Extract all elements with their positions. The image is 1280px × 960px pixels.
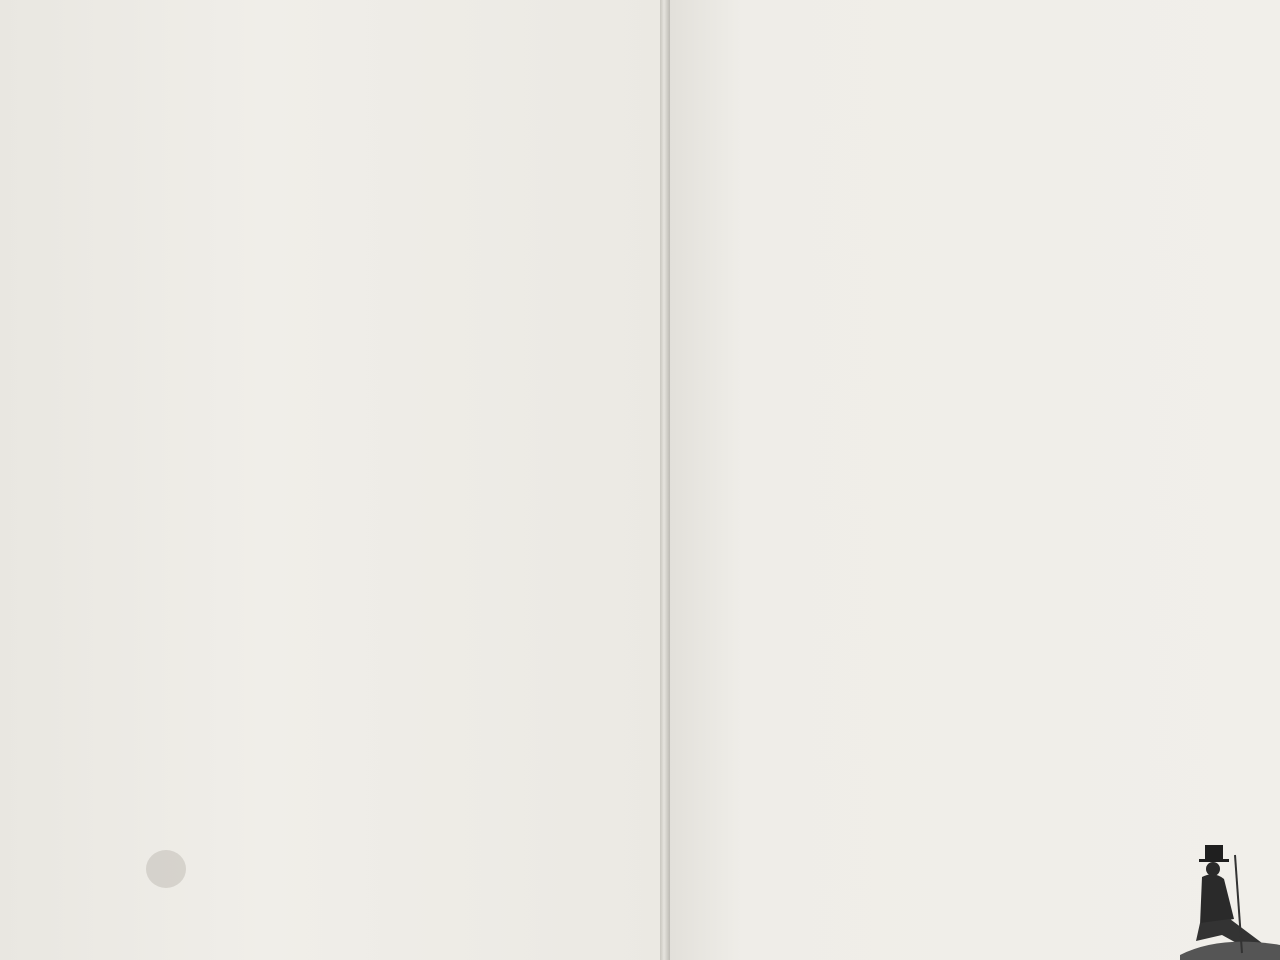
top-hat-figure-illustration	[1150, 835, 1280, 960]
paper-stain	[146, 850, 186, 888]
right-page	[668, 0, 1280, 960]
book-fold	[660, 0, 670, 960]
